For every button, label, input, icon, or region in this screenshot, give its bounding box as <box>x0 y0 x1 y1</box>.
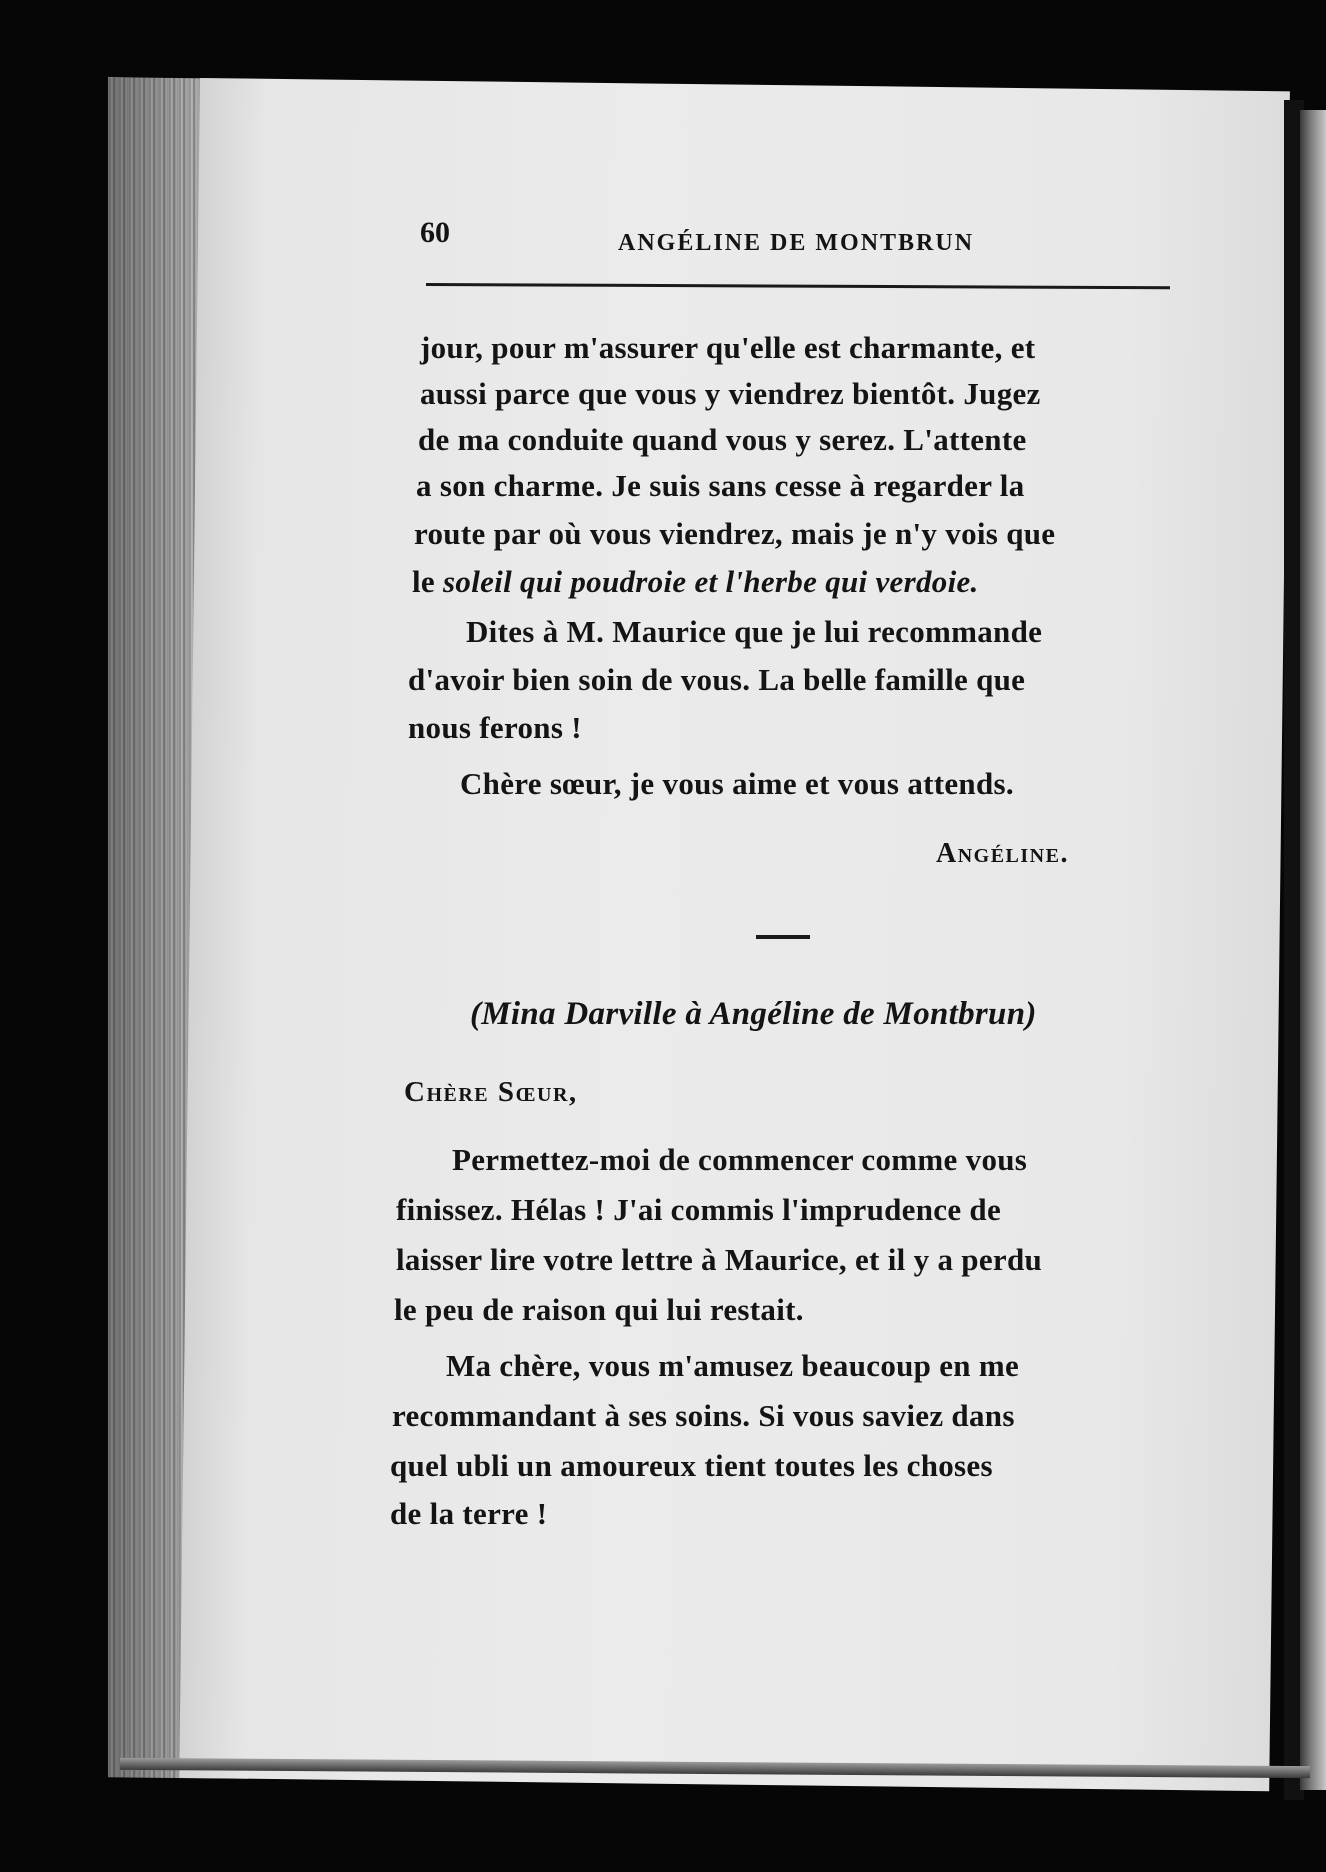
page-number: 60 <box>420 216 450 249</box>
text-line: de ma conduite quand vous y serez. L'attente <box>418 422 1027 457</box>
text-line: aussi parce que vous y viendrez bientôt. Jugez <box>420 376 1041 411</box>
text-line: le peu de raison qui lui restait. <box>394 1292 804 1327</box>
next-page-edge <box>1300 110 1326 1790</box>
text-line: quel ubli un amoureux tient toutes les choses <box>390 1448 993 1483</box>
text-run: le <box>412 564 444 599</box>
text-line: d'avoir bien soin de vous. La belle famille que <box>408 662 1026 697</box>
text-line: de la terre ! <box>390 1496 548 1531</box>
text-line: laisser lire votre lettre à Maurice, et il y a perdu <box>396 1242 1043 1277</box>
text-line: recommandant à ses soins. Si vous saviez dans <box>392 1398 1015 1433</box>
section-divider <box>756 935 810 939</box>
letter-heading: (Mina Darville à Angéline de Montbrun) <box>470 996 1037 1032</box>
italic-quotation: soleil qui poudroie et l'herbe qui verdoie. <box>443 564 979 599</box>
text-line: Ma chère, vous m'amusez beaucoup en me <box>446 1348 1020 1383</box>
running-head-title: ANGÉLINE DE MONTBRUN <box>618 230 975 256</box>
text-line-with-italic <box>412 564 979 600</box>
text-line: route par où vous viendrez, mais je n'y vois que <box>414 516 1056 551</box>
text-line: Dites à M. Maurice que je lui recommande <box>466 614 1043 649</box>
text-line: Chère sœur, je vous aime et vous attends. <box>460 766 1014 801</box>
salutation: Chère Sœur, <box>404 1076 578 1108</box>
text-line: Permettez-moi de commencer comme vous <box>452 1142 1028 1177</box>
signature: Angéline. <box>936 838 1069 869</box>
text-line: finissez. Hélas ! J'ai commis l'imprudence de <box>396 1192 1002 1227</box>
text-line: jour, pour m'assurer qu'elle est charmante, et <box>420 330 1036 365</box>
text-line: nous ferons ! <box>408 710 582 745</box>
text-line: a son charme. Je suis sans cesse à regarder la <box>416 468 1025 503</box>
